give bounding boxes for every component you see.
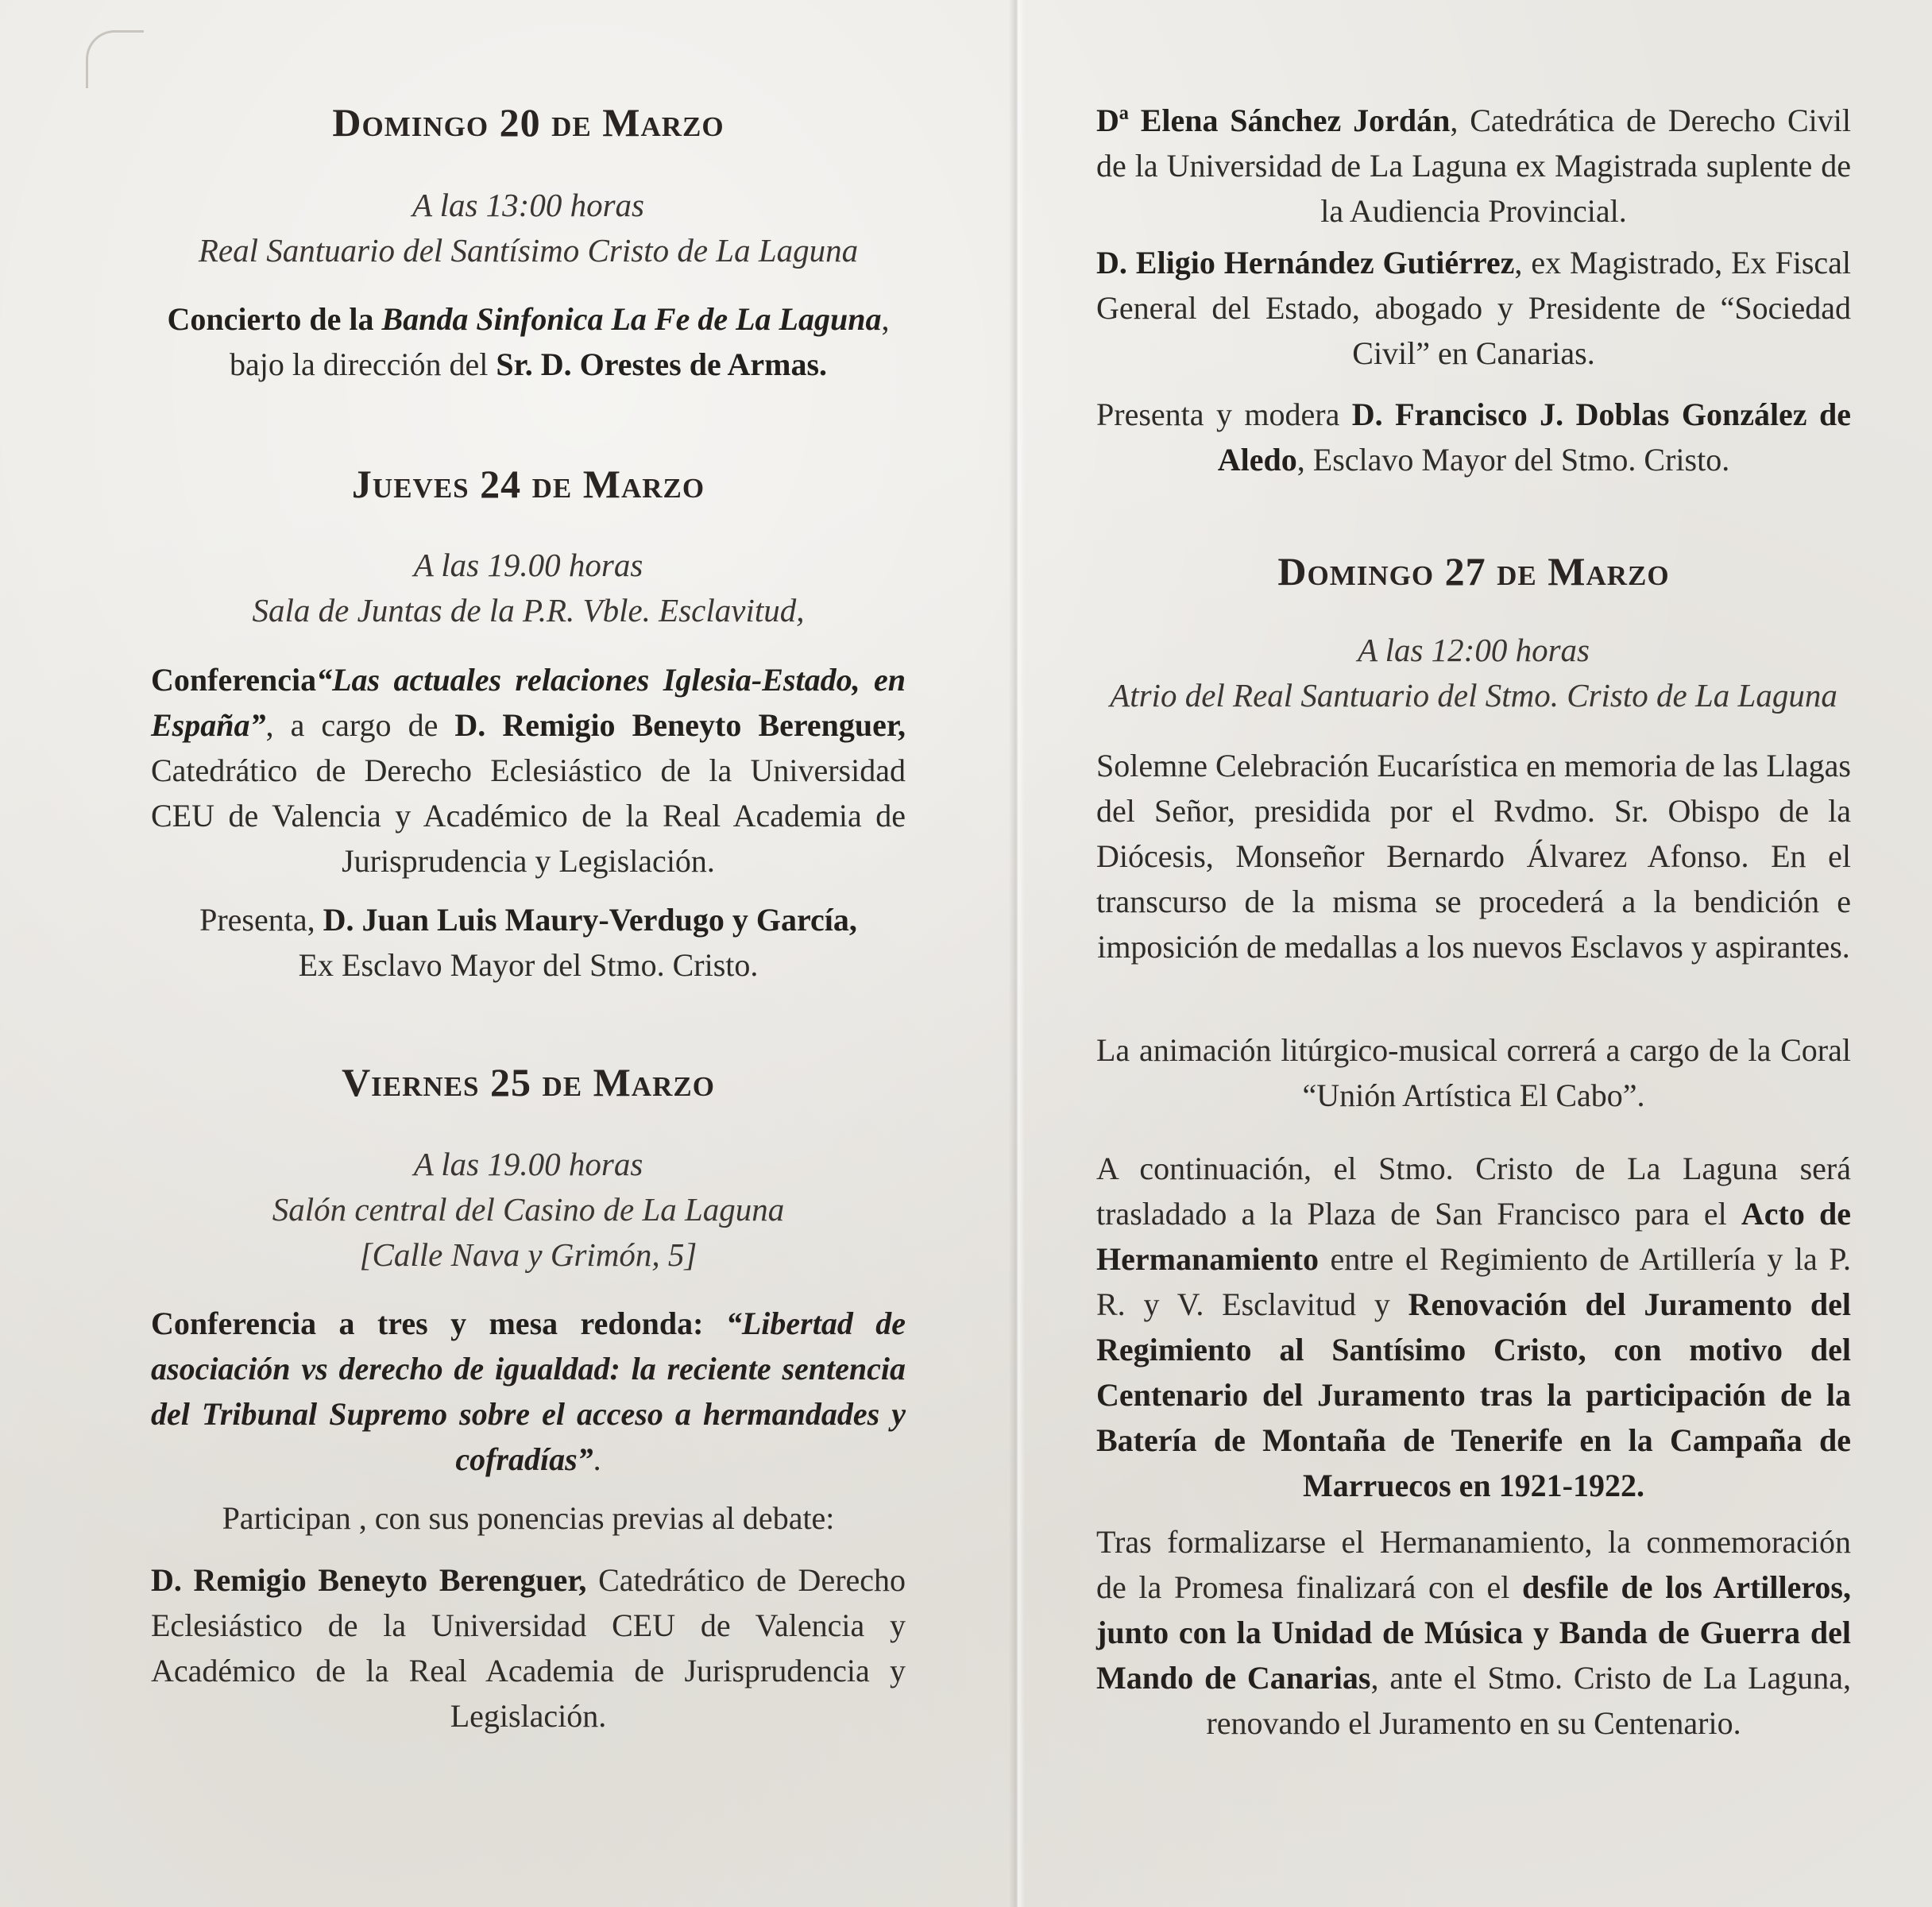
event-4-info [1096, 628, 1851, 718]
event-2-presenter-role: Ex Esclavo Mayor del Stmo. Cristo. [298, 947, 759, 983]
event-4-oath-renewal: Renovación del Juramento del Regimiento al Santísimo Cristo, con motivo del Centenario del Juramento tras la participación de la Batería de Montaña de Tenerife en la Campaña de Marruecos en 1921-1922. [1096, 1286, 1851, 1503]
event-2-speaker: D. Remigio Beneyto Berenguer, [454, 707, 906, 743]
event-4-mass-description: Solemne Celebración Eucarística en memoria de las Llagas del Señor, presidida por el Rvdmo. Sr. Obispo de la Diócesis, Monseñor Bernardo Álvarez Afonso. En el transcurso de la misma se procederá a la bendición e imposición de medallas a los nuevos Esclavos y aspirantes. [1096, 748, 1851, 965]
event-3-place: Salón central del Casino de La Laguna [272, 1191, 785, 1228]
event-3-conference-title: “Libertad de asociación vs derecho de igualdad: la reciente sentencia del Tribunal Supremo sobre el acceso a hermandades y cofradías” [151, 1306, 906, 1477]
event-4-time: A las 12:00 horas [1358, 632, 1590, 668]
event-4-parade: desfile de los Artilleros, junto con la Unidad de Música y Banda de Guerra del Mando de Canarias [1096, 1569, 1851, 1696]
event-1-info [151, 183, 906, 273]
event-1-comma: , [881, 301, 890, 337]
heading-jueves-24: Jueves 24 de Marzo [351, 462, 705, 506]
event-2-presenter-name: D. Juan Luis Maury-Verdugo y García, [323, 902, 857, 938]
participant-2-name: Dª Elena Sánchez Jordán [1096, 103, 1451, 138]
moderator-label: Presenta y modera [1096, 396, 1340, 432]
event-3-info [151, 1142, 906, 1278]
event-4-act-between: entre el Regimiento de Artillería y la P. R. y V. Esclavitud y [1096, 1241, 1852, 1322]
event-2-presenter [151, 897, 906, 988]
event-2-time: A las 19.00 horas [413, 547, 643, 583]
event-2-conference-title: “Las actuales relaciones Iglesia-Estado, en España” [151, 662, 906, 743]
moderator [1096, 392, 1851, 482]
event-1-time: A las 13:00 horas [412, 187, 644, 223]
participant-3 [1096, 240, 1851, 376]
event-3-time: A las 19.00 horas [413, 1146, 643, 1182]
event-1-description [151, 296, 906, 387]
event-4-act-intro: A continuación, el Stmo. Cristo de La Laguna será trasladado a la Plaza de San Francisco para el [1096, 1151, 1851, 1232]
event-3-participants-intro: Participan , con sus ponencias previas al debate: [222, 1500, 835, 1536]
event-4-place: Atrio del Real Santuario del Stmo. Cristo de La Laguna [1110, 677, 1837, 714]
event-4-act-description [1096, 1146, 1851, 1508]
event-3-participant-1-name: D. Remigio Beneyto Berenguer, [151, 1562, 587, 1598]
heading-domingo-20: Domingo 20 de Marzo [332, 100, 724, 145]
event-3-conference-label: Conferencia a tres y mesa redonda: [151, 1306, 704, 1341]
event-2-cargo-text: , a cargo de [265, 707, 439, 743]
participant-3-name: D. Eligio Hernández Gutiérrez [1096, 245, 1515, 280]
participant-2-bio: , Catedrática de Derecho Civil de la Universidad de La Laguna ex Magistrada suplente de la Audiencia Provincial. [1096, 103, 1851, 229]
event-4-act-name: Acto de Hermanamiento [1096, 1196, 1852, 1277]
participant-2 [1096, 98, 1851, 234]
event-1-director: Sr. D. Orestes de Armas. [496, 346, 828, 382]
event-2-info [151, 543, 906, 633]
moderator-name: D. Francisco J. Doblas González de Aledo [1217, 396, 1851, 478]
corner-mark [86, 30, 144, 88]
event-3-description [151, 1301, 906, 1482]
event-3-participant-1-bio: Catedrático de Derecho Eclesiástico de la Universidad CEU de Valencia y Académico de la Real Academia de Jurisprudencia y Legislación. [151, 1562, 906, 1734]
event-2-place: Sala de Juntas de la P.R. Vble. Esclavitud, [252, 592, 805, 629]
center-fold [1009, 0, 1025, 1907]
event-1-band-name: Banda Sinfonica La Fe de La Laguna [381, 301, 882, 337]
event-2-conference-label: Conferencia [151, 662, 317, 698]
participant-3-bio: , ex Magistrado, Ex Fiscal General del Estado, abogado y Presidente de “Sociedad Civil” en Canarias. [1096, 245, 1851, 371]
event-4-closing-end: , ante el Stmo. Cristo de La Laguna, renovando el Juramento en su Centenario. [1206, 1660, 1852, 1741]
event-3-participant-1 [151, 1557, 906, 1739]
event-2-description [151, 657, 906, 884]
event-2-presenta-label: Presenta, [199, 902, 315, 938]
event-4-closing-intro: Tras formalizarse el Hermanamiento, la conmemoración de la Promesa finalizará con el [1096, 1524, 1851, 1605]
event-1-place: Real Santuario del Santísimo Cristo de La Laguna [198, 232, 859, 269]
heading-viernes-25: Viernes 25 de Marzo [342, 1060, 715, 1104]
heading-domingo-27: Domingo 27 de Marzo [1277, 549, 1670, 594]
moderator-role: , Esclavo Mayor del Stmo. Cristo. [1296, 442, 1730, 478]
event-2-speaker-bio: Catedrático de Derecho Eclesiástico de la Universidad CEU de Valencia y Académico de la Real Academia de Jurisprudencia y Legislación. [151, 752, 906, 879]
event-1-direction-text: bajo la dirección del [229, 346, 489, 382]
event-3-period: . [593, 1441, 601, 1477]
event-4-closing-description [1096, 1519, 1851, 1746]
event-4-music-description: La animación litúrgico-musical correrá a cargo de la Coral “Unión Artística El Cabo”. [1096, 1032, 1851, 1113]
event-1-concert-label: Concierto de la [167, 301, 374, 337]
event-3-address: [Calle Nava y Grimón, 5] [359, 1236, 697, 1273]
